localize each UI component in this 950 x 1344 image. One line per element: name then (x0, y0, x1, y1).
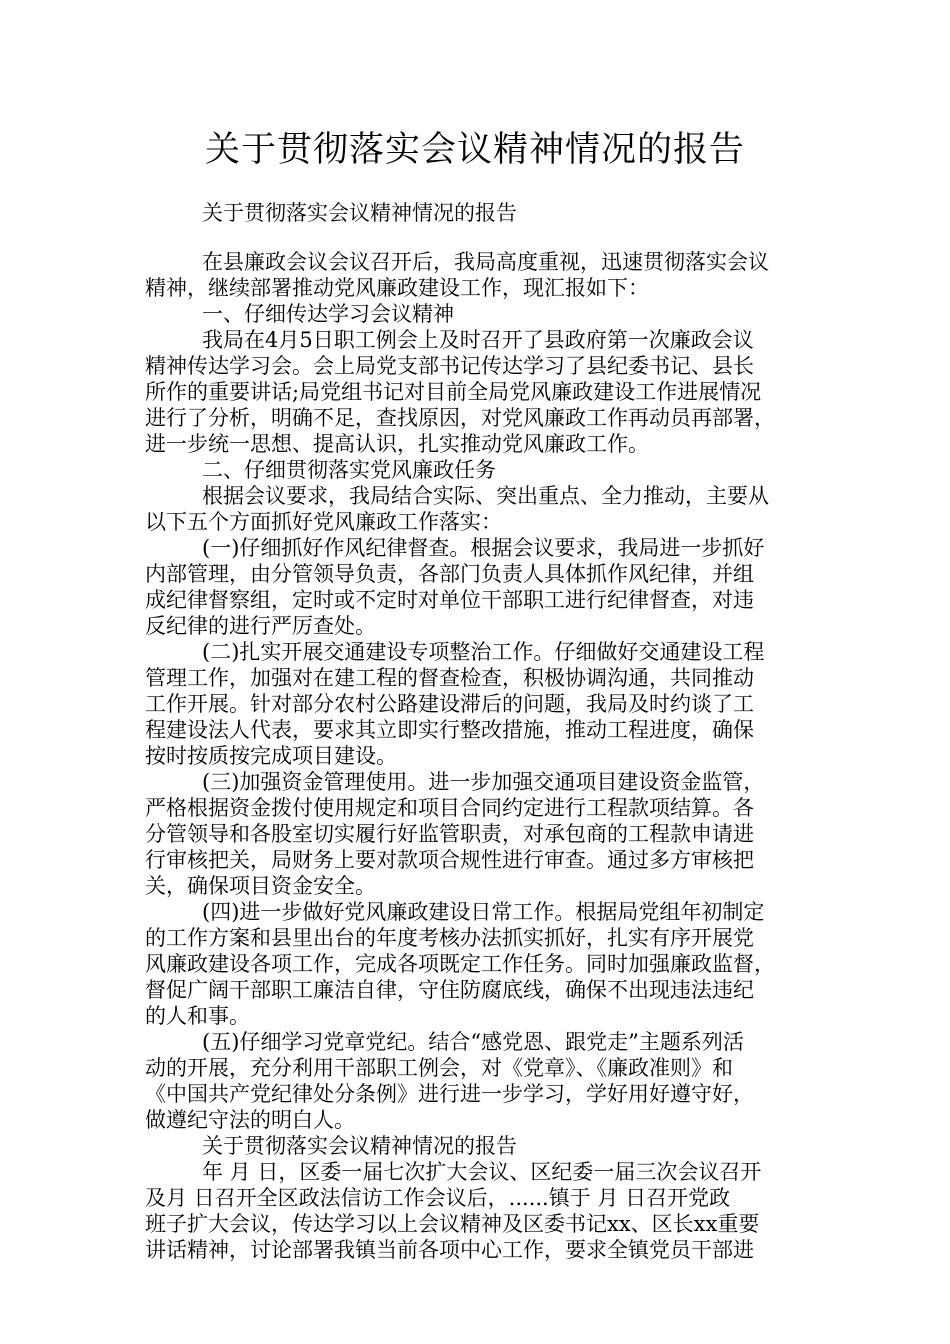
text-line: (一)仔细抓好作风纪律督查。根据会议要求，我局进一步抓好 (202, 536, 765, 560)
text-line: 讲话精神，讨论部署我镇当前各项中心工作，要求全镇党员干部进 (145, 1238, 754, 1262)
text-line: 的工作方案和县里出台的年度考核办法抓实抓好，扎实有序开展党 (145, 926, 754, 950)
text-line: 成纪律督察组，定时或不定时对单位干部职工进行纪律督查，对违 (145, 588, 754, 612)
text-line: 精神传达学习会。会上局党支部书记传达学习了县纪委书记、县长 (145, 354, 754, 378)
text-line: 进行了分析，明确不足，查找原因，对党风廉政工作再动员再部署， (145, 406, 775, 430)
text-line: 严格根据资金拨付使用规定和项目合同约定进行工程款项结算。各 (145, 796, 754, 820)
text-line: 一、仔细传达学习会议精神 (202, 302, 454, 326)
text-line: 动的开展，充分利用干部职工例会，对《党章》、《廉政准则》和 (145, 1056, 733, 1080)
text-line: 所作的重要讲话;局党组书记对目前全局党风廉政建设工作进展情况 (145, 380, 762, 404)
document-subtitle: 关于贯彻落实会议精神情况的报告 (202, 201, 517, 225)
text-line: 工作开展。针对部分农村公路建设滞后的问题，我局及时约谈了工 (145, 692, 754, 716)
text-line: 内部管理，由分管领导负责，各部门负责人具体抓作风纪律，并组 (145, 562, 754, 586)
text-line: 的人和事。 (145, 1004, 250, 1028)
text-line: 精神，继续部署推动党风廉政建设工作，现汇报如下： (145, 276, 649, 300)
text-line: 关于贯彻落实会议精神情况的报告 (202, 1134, 517, 1158)
text-line: (三)加强资金管理使用。进一步加强交通项目建设资金监管， (202, 770, 765, 794)
text-line: (四)进一步做好党风廉政建设日常工作。根据局党组年初制定 (202, 900, 765, 924)
text-line: 《中国共产党纪律处分条例》进行进一步学习，学好用好遵守好， (145, 1082, 754, 1106)
text-line: 我局在4月5日职工例会上及时召开了县政府第一次廉政会议 (202, 328, 754, 352)
text-line: 管理工作，加强对在建工程的督查检查，积极协调沟通，共同推动 (145, 666, 754, 690)
document-body (145, 249, 811, 1263)
text-line: 及月 日召开全区政法信访工作会议后，......镇于 月 日召开党政 (145, 1186, 731, 1210)
text-line: 程建设法人代表，要求其立即实行整改措施，推动工程进度，确保 (145, 718, 754, 742)
text-line: 做遵纪守法的明白人。 (145, 1108, 355, 1132)
text-line: 以下五个方面抓好党风廉政工作落实： (145, 510, 502, 534)
text-line: 二、仔细贯彻落实党风廉政任务 (202, 458, 496, 482)
text-line: (五)仔细学习党章党纪。结合“感党恩、跟党走”主题系列活 (202, 1030, 744, 1054)
text-line: 按时按质按完成项目建设。 (145, 744, 397, 768)
text-line: 根据会议要求，我局结合实际、突出重点、全力推动，主要从 (202, 484, 769, 508)
text-line: (二)扎实开展交通建设专项整治工作。仔细做好交通建设工程 (202, 640, 765, 664)
text-line: 班子扩大会议，传达学习以上会议精神及区委书记xx、区长xx重要 (145, 1212, 760, 1236)
text-line: 反纪律的进行严厉查处。 (145, 614, 376, 638)
text-line: 进一步统一思想、提高认识，扎实推动党风廉政工作。 (145, 432, 649, 456)
text-line: 在县廉政会议会议召开后，我局高度重视，迅速贯彻落实会议 (202, 250, 769, 274)
text-line: 年 月 日，区委一届七次扩大会议、区纪委一届三次会议召开 (202, 1160, 762, 1184)
text-line: 督促广阔干部职工廉洁自律，守住防腐底线，确保不出现违法违纪 (145, 978, 754, 1002)
text-line: 关，确保项目资金安全。 (145, 874, 376, 898)
text-line: 风廉政建设各项工作，完成各项既定工作任务。同时加强廉政监督， (145, 952, 775, 976)
text-line: 行审核把关，局财务上要对款项合规性进行审查。通过多方审核把 (145, 848, 754, 872)
document-title: 关于贯彻落实会议精神情况的报告 (204, 130, 745, 170)
text-line: 分管领导和各股室切实履行好监管职责，对承包商的工程款申请进 (145, 822, 754, 846)
